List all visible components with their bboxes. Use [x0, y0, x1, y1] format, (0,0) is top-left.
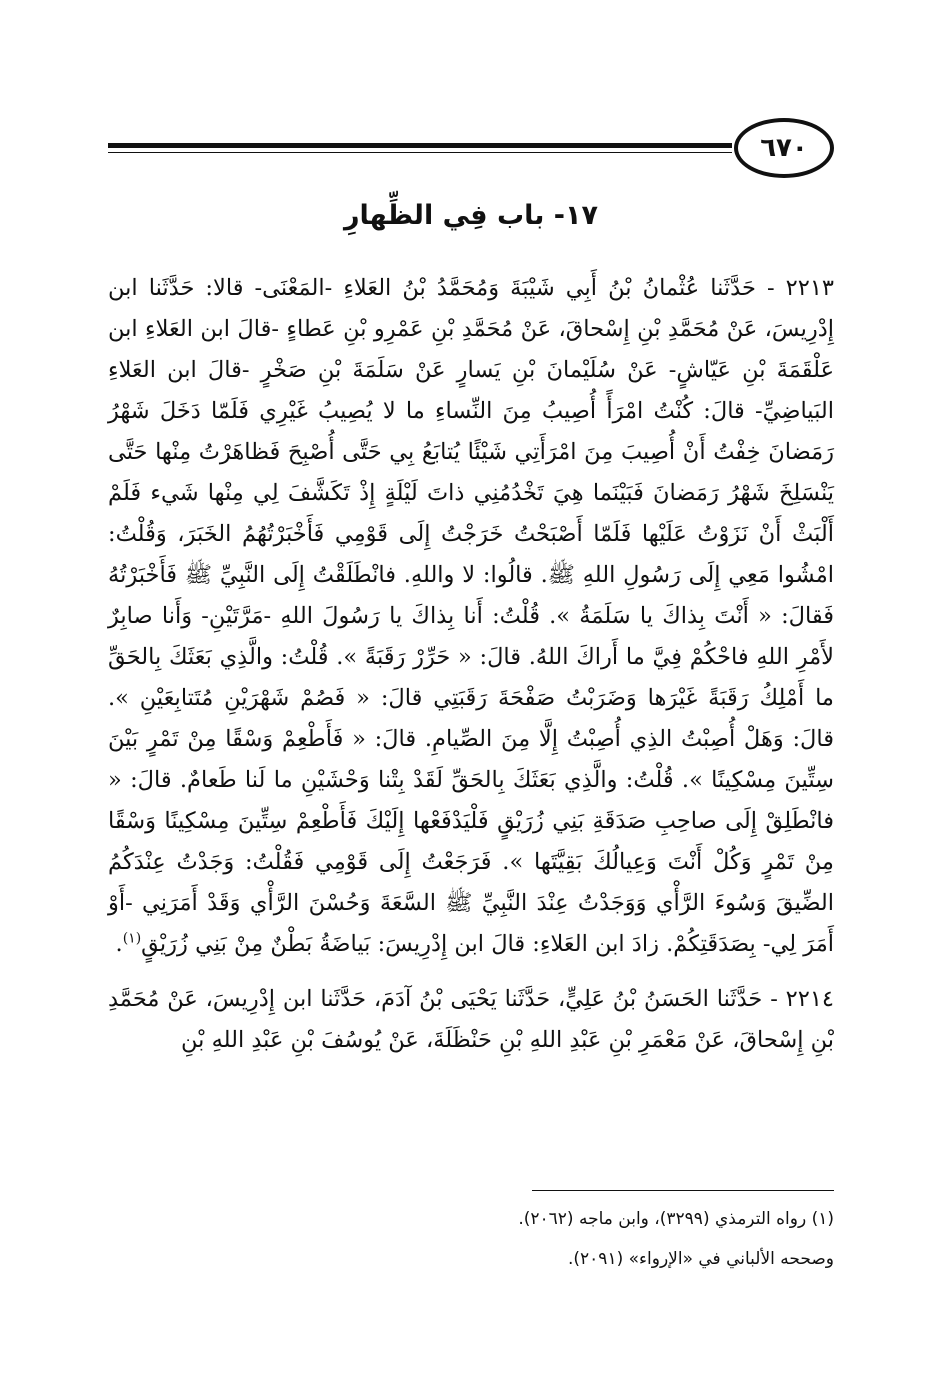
hadith-text: ٢٢١٣ - حَدَّثَنا عُثْمانُ بْنُ أَبِي شَيْبَةَ وَمُحَمَّدُ بْنُ العَلاءِ -المَعْنَى- قالا: حَدَّثَنا ابن إِدْرِيسَ، عَنْ مُحَمَّدِ بْنِ إِسْحاقَ، عَنْ مُحَمَّدِ بْنِ عَمْرِو بْنِ عَطاءٍ -قالَ ابن العَلاءِ ابن عَلْقَمَةَ بْنِ عَيّاشٍ- عَنْ سُلَيْمانَ بْنِ يَسارٍ عَنْ سَلَمَةَ بْنِ صَخْرٍ -قالَ ابن العَلاءِ البَياضِيِّ- قالَ: كُنْتُ امْرَأً أُصِيبُ مِنَ النِّساءِ ما لا يُصِيبُ غَيْرِي فَلَمّا دَخَلَ شَهْرُ رَمَضانَ خِفْتُ أَنْ أُصِيبَ مِنَ امْرَأَتِي شَيْئًا يُتابَعُ بِي حَتَّى أُصْبِحَ فَظاهَرْتُ مِنْها حَتَّى يَنْسَلِخَ شَهْرُ رَمَضانَ فَبَيْنَما هِيَ تَخْدُمُنِي ذاتَ لَيْلَةٍ إِذْ تَكَشَّفَ لِي مِنْها شَيء فَلَمْ أَلْبَثْ أَنْ نَزَوْتُ عَلَيْها فَلَمّا أَصْبَحْتُ خَرَجْتُ إِلَى قَوْمِي فَأَخْبَرْتُهُمُ الخَبَرَ، وَقُلْتُ: امْشُوا مَعِي إِلَى رَسُولِ اللهِ ﷺ. قالُوا: لا واللهِ. فانْطَلَقْتُ إِلَى النَّبِيِّ ﷺ فَأَخْبَرْتُهُ فَقالَ: « أَنْتَ بِذاكَ يا سَلَمَةُ ». قُلْتُ: أَنا بِذاكَ يا رَسُولَ اللهِ -مَرَّتَيْنِ- وَأَنا صابِرٌ لأَمْرِ اللهِ فاحْكُمْ فِيَّ ما أَراكَ اللهُ. قالَ: « حَرِّرْ رَقَبَةً ». قُلْتُ: والَّذِي بَعَثَكَ بِالحَقِّ ما أَمْلِكُ رَقَبَةً غَيْرَها وَضَرَبْتُ صَفْحَةَ رَقَبَتِي قالَ: « فَصُمْ شَهْرَيْنِ مُتَتابِعَيْنِ ». قالَ: وَهَلْ أُصِبْتُ الذِي أُصِبْتُ إِلَّا مِنَ الصِّيامِ. قالَ: « فَأَطْعِمْ وَسْقًا مِنْ تَمْرٍ بَيْنَ سِتِّينَ مِسْكِينًا ». قُلْتُ: والَّذِي بَعَثَكَ بِالحَقِّ لَقَدْ بِتْنا وَحْشَيْنِ ما لَنا طَعامٌ. قالَ: « فانْطَلِقْ إِلَى صاحِبِ صَدَقَةِ بَنِي زُرَيْقٍ فَلْيَدْفَعْها إِلَيْكَ فَأَطْعِمْ سِتِّينَ مِسْكِينًا وَسْقًا مِنْ تَمْرٍ وَكُلْ أَنْتَ وَعِيالُكَ بَقِيَّتَها ». فَرَجَعْتُ إِلَى قَوْمِي فَقُلْتُ: وَجَدْتُ عِنْدَكُمُ الضِّيقَ وَسُوءَ الرَّأْي وَوَجَدْتُ عِنْدَ النَّبِيِّ ﷺ السَّعَةَ وَحُسْنَ الرَّأْي وَقَدْ أَمَرَنِي -أَوْ أَمَرَ لِي- بِصَدَقَتِكُمْ. زادَ ابن العَلاءِ: قالَ ابن إِدْرِيسَ: بَياضَةُ بَطْنٌ مِنْ بَنِي زُرَيْقٍ — [108, 275, 834, 957]
hadith-end: . — [115, 931, 123, 957]
hadith-2213 — [108, 268, 834, 965]
footnote-2: وصححه الألباني في «الإرواء» (٢٠٩١). — [568, 1249, 834, 1269]
main-text — [108, 268, 834, 1061]
hadith-text: ٢٢١٤ - حَدَّثَنا الحَسَنُ بْنُ عَلِيٍّ، حَدَّثَنا يَحْيَى بْنُ آدَمَ، حَدَّثَنا ابن إِدْرِيسَ، عَنْ مُحَمَّدِ بْنِ إِسْحاقَ، عَنْ مَعْمَرِ بْنِ عَبْدِ اللهِ بْنِ حَنْظَلَةَ، عَنْ يُوسُفَ بْنِ عَبْدِ اللهِ بْنِ — [108, 986, 834, 1053]
footnote-marker: (١) — [122, 930, 142, 947]
hadith-2214 — [108, 979, 834, 1061]
page-number: ٦٧٠ — [734, 118, 834, 178]
chapter-title: ١٧- باب فِي الظِّهارِ — [344, 200, 598, 231]
header-rule-thick — [108, 143, 732, 148]
footnote-separator — [532, 1190, 834, 1191]
page-header — [108, 118, 834, 182]
footnote-1: (١) رواه الترمذي (٣٢٩٩)، وابن ماجه (٢٠٦٢). — [518, 1209, 834, 1229]
footnotes — [108, 1204, 834, 1284]
header-rule-thin — [108, 152, 732, 153]
